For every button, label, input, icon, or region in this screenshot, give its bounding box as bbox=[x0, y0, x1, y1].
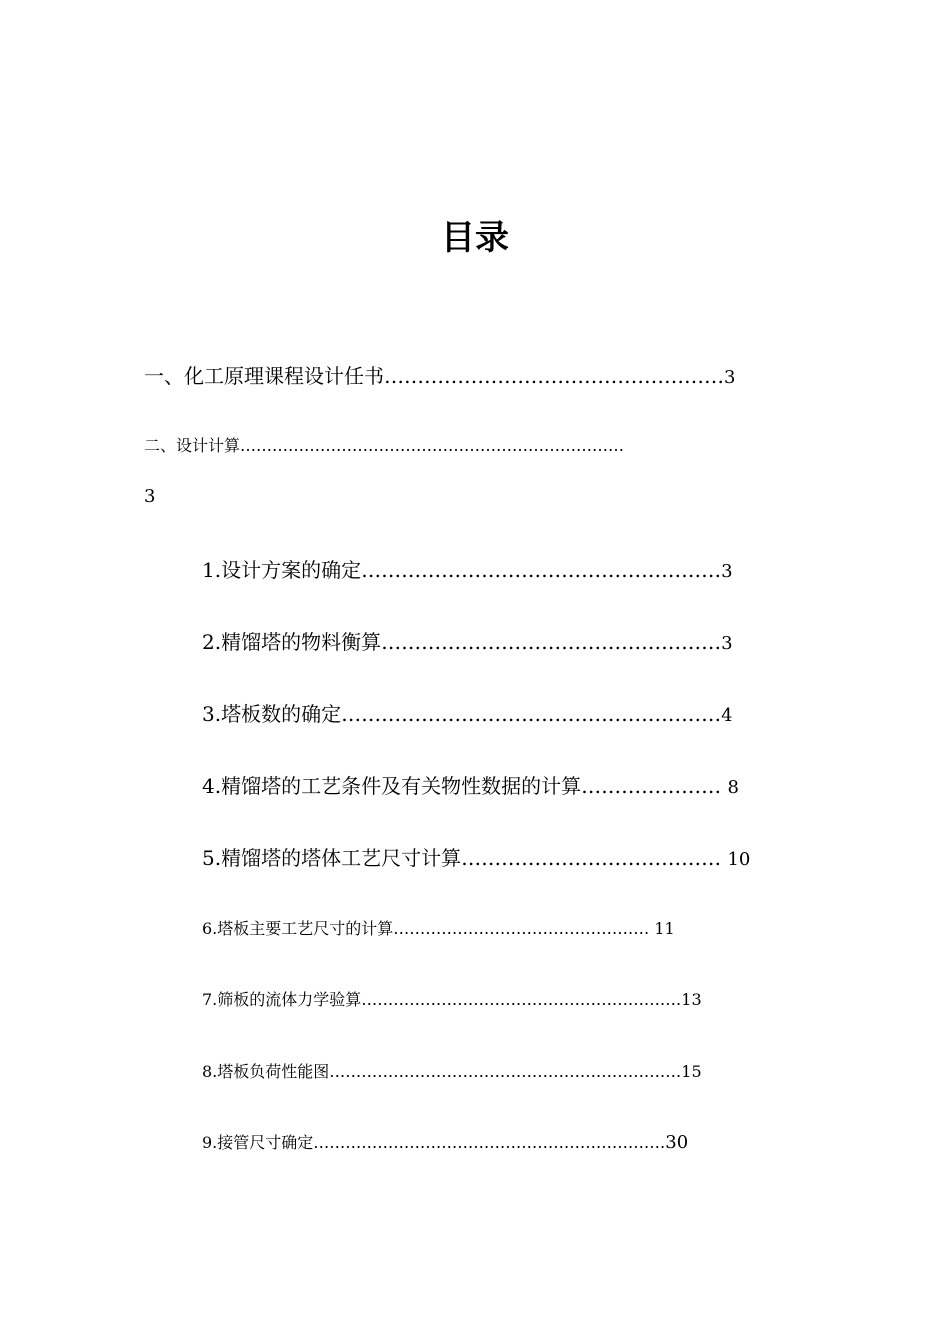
toc-leader-dots: ………………………………… bbox=[461, 846, 728, 870]
toc-label: 3.塔板数的确定 bbox=[202, 702, 342, 726]
toc-page-number: 13 bbox=[681, 990, 702, 1009]
toc-entry-8[interactable] bbox=[202, 1064, 702, 1080]
toc-entry-4[interactable] bbox=[202, 776, 739, 797]
toc-label: 7.筛板的流体力学验算 bbox=[202, 990, 362, 1009]
toc-page-number: 3 bbox=[724, 367, 736, 388]
toc-entry-9[interactable] bbox=[202, 1134, 688, 1152]
page-title: 目录 bbox=[441, 218, 509, 258]
toc-page-number: 10 bbox=[727, 849, 751, 870]
toc-label: 二、设计计算 bbox=[144, 436, 241, 455]
toc-page-number: 8 bbox=[727, 777, 739, 798]
toc-leader-dots: ………………………………………………………… bbox=[313, 1133, 666, 1152]
toc-entry-3[interactable] bbox=[202, 704, 733, 725]
toc-page-number: 3 bbox=[721, 561, 733, 582]
toc-page-number: 30 bbox=[665, 1132, 689, 1153]
toc-label: 一、化工原理课程设计任书 bbox=[144, 364, 384, 388]
toc-page-number: 11 bbox=[654, 919, 675, 938]
toc-entry-2[interactable] bbox=[202, 632, 733, 653]
toc-entry-design-calc[interactable] bbox=[144, 438, 624, 454]
toc-label: 2.精馏塔的物料衡算 bbox=[202, 630, 382, 654]
toc-entry-design-calc-page[interactable] bbox=[144, 488, 155, 506]
toc-label: 8.塔板负荷性能图 bbox=[202, 1062, 330, 1081]
toc-entry-1[interactable] bbox=[202, 560, 733, 581]
toc-entry-task-book[interactable] bbox=[144, 366, 735, 387]
toc-page-number: 3 bbox=[144, 486, 156, 507]
toc-leader-dots: …………………………………………………… bbox=[361, 990, 682, 1009]
toc-label: 4.精馏塔的工艺条件及有关物性数据的计算 bbox=[202, 774, 582, 798]
toc-entry-7[interactable] bbox=[202, 992, 702, 1008]
toc-label: 6.塔板主要工艺尺寸的计算 bbox=[202, 919, 394, 938]
toc-label: 9.接管尺寸确定 bbox=[202, 1133, 314, 1152]
toc-leader-dots: ………………………………………………… bbox=[341, 702, 722, 726]
toc-entry-6[interactable] bbox=[202, 921, 675, 937]
toc-page-number: 15 bbox=[681, 1062, 702, 1081]
toc-leader-dots: ……………………………………………… bbox=[361, 558, 722, 582]
toc-entry-5[interactable] bbox=[202, 848, 750, 869]
toc-page-number: 4 bbox=[721, 705, 733, 726]
toc-page-number: 3 bbox=[721, 633, 733, 654]
toc-leader-dots: ……………………………………………………………… bbox=[240, 436, 625, 455]
toc-leader-dots: ………………………………………… bbox=[393, 919, 655, 938]
toc-label: 1.设计方案的确定 bbox=[202, 558, 362, 582]
toc-leader-dots: ………………………………………………………… bbox=[329, 1062, 682, 1081]
toc-label: 5.精馏塔的塔体工艺尺寸计算 bbox=[202, 846, 462, 870]
toc-leader-dots: …………………………………………… bbox=[381, 630, 722, 654]
toc-leader-dots: ………………… bbox=[581, 774, 728, 798]
toc-leader-dots: …………………………………………… bbox=[384, 364, 724, 388]
